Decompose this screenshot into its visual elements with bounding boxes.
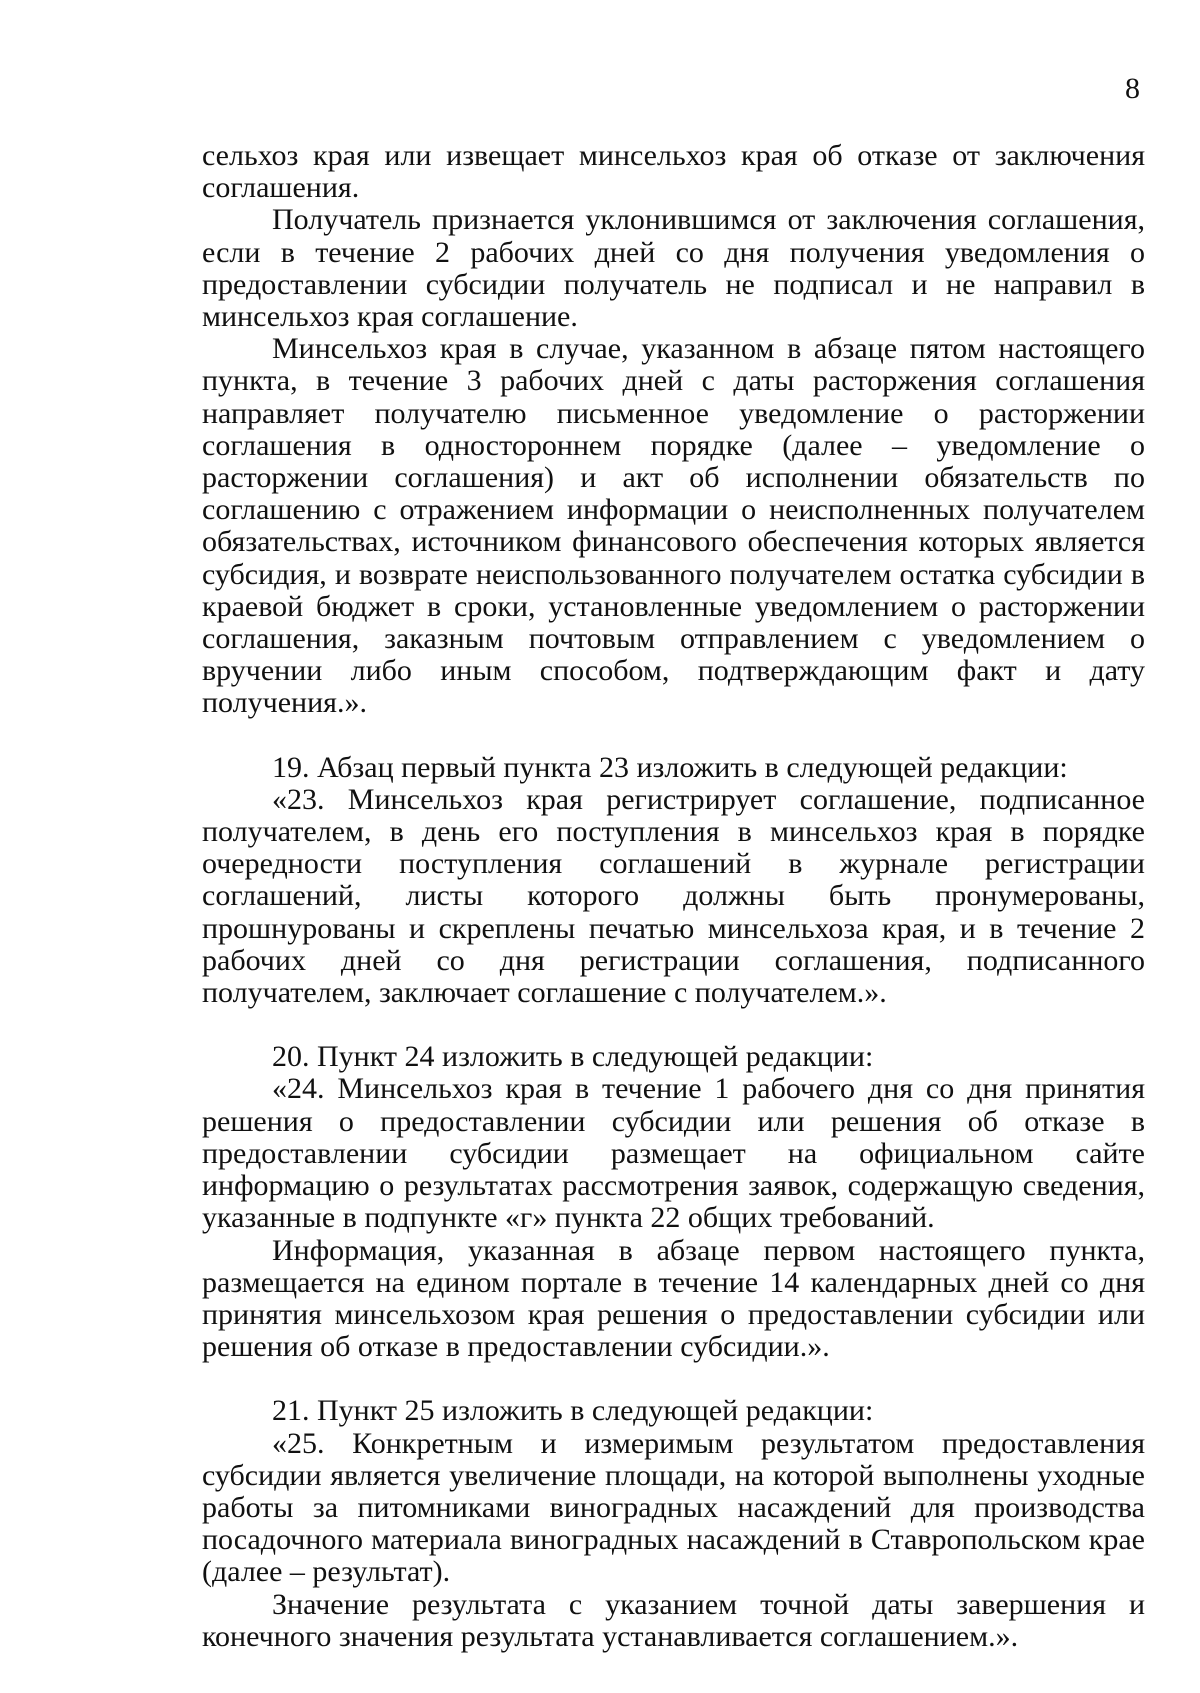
- item-19-heading: 19. Абзац первый пункта 23 изложить в следующей редакции:: [272, 750, 1068, 784]
- document-body: [202, 140, 1145, 1653]
- item-20-information: Информация, указанная в абзаце первом настоящего пункта, размещается на едином портале в течение 14 календарных дней со дня принятия минсельхозом края решения о предоставлении субсидии или решения об отказе в предоставлении субсидии.».: [202, 1233, 1145, 1364]
- item-20-text: «24. Минсельхоз края в течение 1 рабочего дня со дня принятия решения о предоставлении субсидии или решения об отказе в предоставлении субсидии размещает на официальном сайте информацию о результатах рассмотрения заявок, содержащую сведения, указанные в подпункте «г» пункта 22 общих требований.: [202, 1072, 1145, 1235]
- item-20-heading: 20. Пункт 24 изложить в следующей редакции:: [272, 1040, 874, 1074]
- page-number: 8: [1125, 72, 1140, 105]
- item-19-text: «23. Минсельхоз края регистрирует соглашение, подписанное получателем, в день его поступления в минсельхоз края в порядке очередности поступления соглашений в журнале регистрации соглашений, листы которого должны быть пронумерованы, прошнурованы и скреплены печатью минсельхоза края, и в течение 2 рабочих дней со дня регистрации соглашения, подписанного получателем, заключает соглашение с получателем.».: [202, 782, 1145, 1010]
- item-21-result-value: Значение результата с указанием точной даты завершения и конечного значения результата устанавливается соглашением.».: [202, 1587, 1145, 1653]
- paragraph-termination-notice: Минсельхоз края в случае, указанном в абзаце пятом настоящего пункта, в течение 3 рабочих дней с даты расторжения соглашения направляет получателю письменное уведомление о расторжении соглашения в одностороннем порядке (далее – уведомление о расторжении соглашения) и акт об исполнении обязательств по соглашению с отражением информации о неисполненных получателем обязательствах, источником финансового обеспечения которых является субсидия, и возврате неиспользованного получателем остатка субсидии в краевой бюджет в сроки, установленные уведомлением о расторжении соглашения, заказным почтовым отправлением с уведомлением о вручении либо иным способом, подтверждающим факт и дату получения.».: [202, 332, 1145, 720]
- paragraph-continuation: сельхоз края или извещает минсельхоз края об отказе от заключения соглашения.: [202, 139, 1145, 205]
- paragraph-recipient-evasion: Получатель признается уклонившимся от заключения соглашения, если в течение 2 рабочих дней со дня получения уведомления о предоставлении субсидии получатель не подписал и не направил в минсельхоз края соглашение.: [202, 203, 1145, 334]
- item-21-heading: 21. Пункт 25 изложить в следующей редакции:: [272, 1394, 874, 1428]
- item-21-text: «25. Конкретным и измеримым результатом предоставления субсидии является увеличение площади, на которой выполнены уходные работы за питомниками виноградных насаждений для производства посадочного материала виноградных насаждений в Ставропольском крае (далее – результат).: [202, 1426, 1145, 1589]
